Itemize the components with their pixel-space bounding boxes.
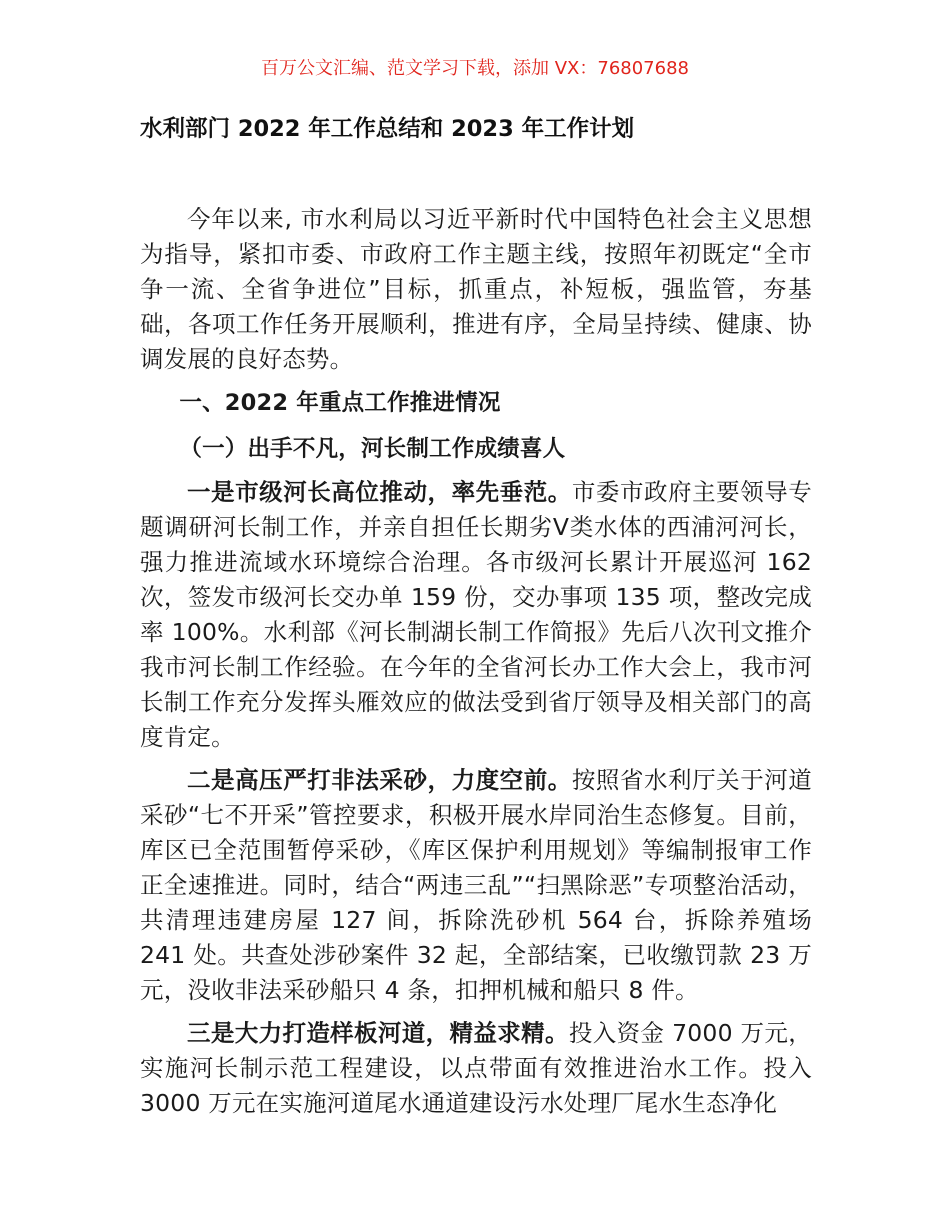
paragraph-lead: 二是高压严打非法采砂，力度空前。 — [187, 766, 572, 794]
paragraph-lead: 一是市级河长高位推动，率先垂范。 — [187, 478, 572, 506]
document-body — [140, 202, 812, 1129]
body-paragraph — [140, 763, 812, 1008]
paragraph-text: 投入资金 7000 万元，实施河长制示范工程建设，以点带面有效推进治水工作。投入 3000 万元在实施河道尾水通道建设污水处理厂尾水生态净化 — [140, 1019, 812, 1117]
paragraph-text: 按照省水利厅关于河道采砂“七不开采”管控要求，积极开展水岸同治生态修复。目前，库区已全范围暂停采砂，《库区保护利用规划》等编制报审工作正全速推进。同时，结合“两违三乱”“扫黑除恶”专项整治活动，共清理违建房屋 127 间，拆除洗砂机 564 台，拆除养殖场 241 处。共查处涉砂案件 32 起，全部结案，已收缴罚款 23 万元，没收非法采砂船只 4 条，扣押机械和船只 8 件。 — [140, 766, 813, 1004]
section-heading: 一、2022 年重点工作推进情况 — [179, 390, 501, 416]
page-title: 水利部门 2022 年工作总结和 2023 年工作计划 — [140, 116, 635, 142]
intro-paragraph: 今年以来, 市水利局以习近平新时代中国特色社会主义思想为指导，紧扣市委、市政府工作主题主线，按照年初既定“全市争一流、全省争进位”目标，抓重点，补短板，强监管，夯基础，各项工作任务开展顺利，推进有序，全局呈持续、健康、协调发展的良好态势。 — [140, 205, 812, 373]
body-paragraph — [140, 475, 812, 755]
paragraph-lead: 三是大力打造样板河道，精益求精。 — [187, 1019, 569, 1047]
header-note: 百万公文汇编、范文学习下载，添加 VX：76807688 — [261, 58, 689, 79]
paragraph-text: 市委市政府主要领导专题调研河长制工作，并亲自担任长期劣V类水体的西浦河河长，强力推进流域水环境综合治理。各市级河长累计开展巡河 162 次，签发市级河长交办单 159 份，交办事项 135 项，整改完成率 100%。水利部《河长制湖长制工作简报》先后八次刊文推介我市河长制工作经验。在今年的全省河长办工作大会上，我市河长制工作充分发挥头雁效应的做法受到省厅领导及相关部门的高度肯定。 — [140, 478, 813, 751]
subsection-heading: （一）出手不凡，河长制工作成绩喜人 — [179, 436, 566, 462]
body-paragraph — [140, 1016, 812, 1121]
